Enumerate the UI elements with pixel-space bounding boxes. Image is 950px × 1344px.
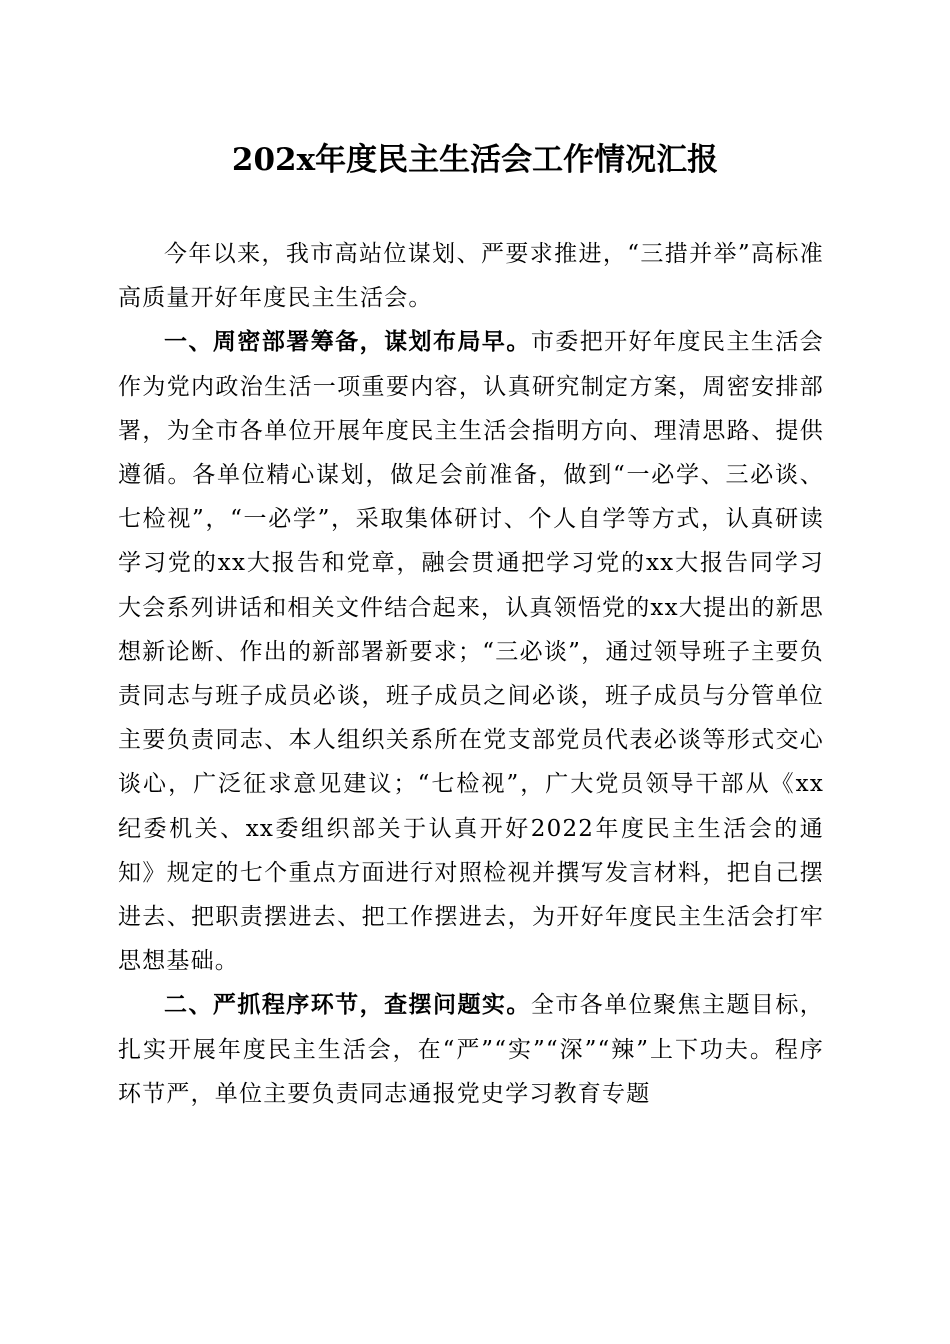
paragraph-text: 全市各单位聚焦主题目标，扎实开展年度民主生活会，在“严”“实”“深”“辣”上下功夫。程序环节严，单位主要负责同志通报党史学习教育专题 <box>118 992 825 1107</box>
document-title: 202x年度民主生活会工作情况汇报 <box>231 142 719 178</box>
document-body <box>118 232 824 1116</box>
paragraph-section-2 <box>118 983 824 1116</box>
paragraph-section-1 <box>118 320 824 983</box>
section-heading: 一、周密部署筹备，谋划布局早。 <box>164 329 531 356</box>
paragraph-text: 市委把开好年度民主生活会作为党内政治生活一项重要内容，认真研究制定方案，周密安排部署，为全市各单位开展年度民主生活会指明方向、理清思路、提供遵循。各单位精心谋划，做足会前准备，做到“一必学、三必谈、七检视”，“一必学”，采取集体研讨、个人自学等方式，认真研读学习党的xx大报告和党章，融会贯通把学习党的xx大报告同学习大会系列讲话和相关文件结合起来，认真领悟党的xx大提出的新思想新论断、作出的新部署新要求；“三必谈”，通过领导班子主要负责同志与班子成员必谈，班子成员之间必谈，班子成员与分管单位主要负责同志、本人组织关系所在党支部党员代表必谈等形式交心谈心，广泛征求意见建议；“七检视”，广大党员领导干部从《xx纪委机关、xx委组织部关于认真开好2022年度民主生活会的通知》规定的七个重点方面进行对照检视并撰写发言材料，把自己摆进去、把职责摆进去、把工作摆进去，为开好年度民主生活会打牢思想基础。 <box>118 329 825 975</box>
section-heading: 二、严抓程序环节，查摆问题实。 <box>164 992 531 1019</box>
paragraph-intro <box>118 232 824 320</box>
paragraph-text: 今年以来，我市高站位谋划、严要求推进，“三措并举”高标准高质量开好年度民主生活会。 <box>118 241 824 312</box>
